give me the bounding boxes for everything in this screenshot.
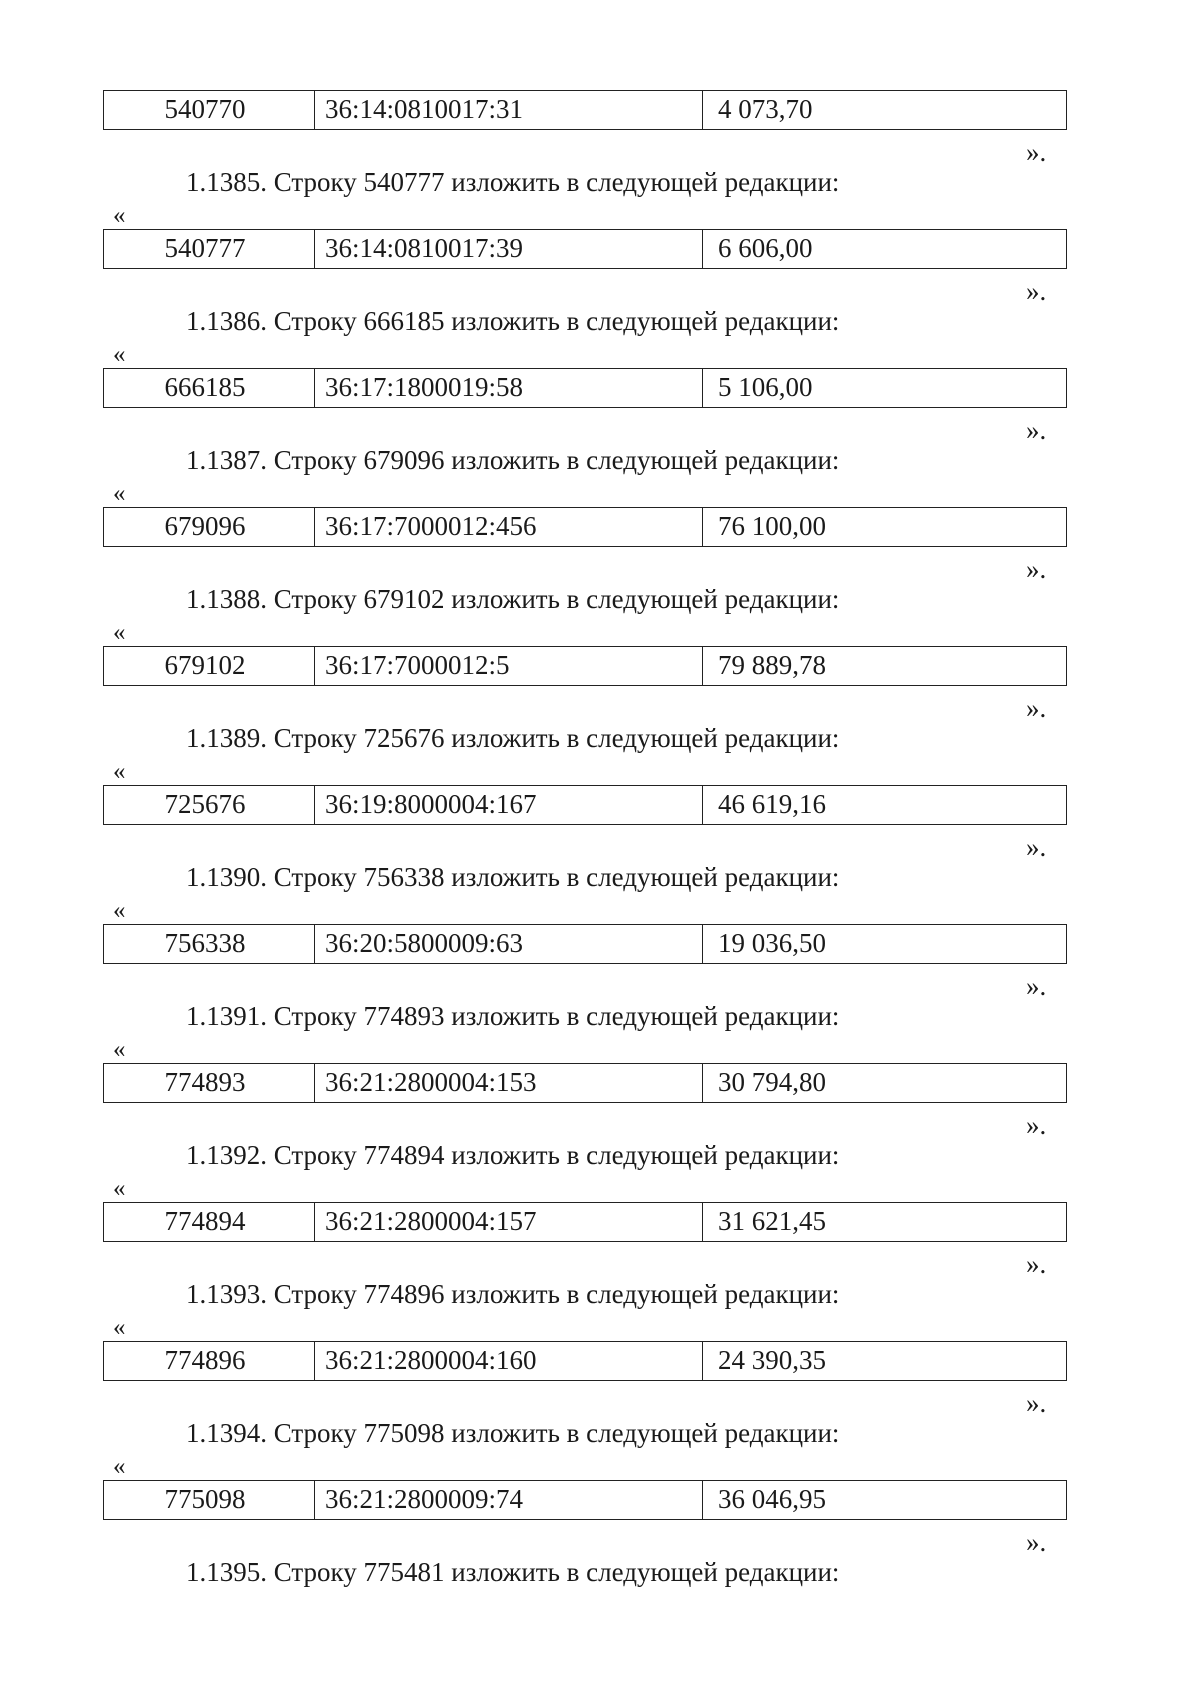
open-quote: « — [113, 758, 126, 785]
open-quote: « — [113, 1175, 126, 1202]
cadastral-number: 36:17:7000012:5 — [315, 647, 703, 685]
cadastral-number: 36:21:2800004:160 — [315, 1342, 703, 1380]
close-quote: ». — [1026, 415, 1047, 445]
row-number: 540770 — [104, 91, 315, 129]
amendment-instruction: 1.1385. Строку 540777 изложить в следующей редакции: — [186, 167, 840, 197]
cadastral-number: 36:20:5800009:63 — [315, 925, 703, 963]
row-number: 679102 — [104, 647, 315, 685]
close-quote: ». — [1026, 1110, 1047, 1140]
row-value: 30 794,80 — [718, 1067, 826, 1097]
table-row — [103, 646, 1067, 686]
open-quote: « — [113, 341, 126, 368]
table-row — [103, 1063, 1067, 1103]
amendment-instruction: 1.1394. Строку 775098 изложить в следующей редакции: — [186, 1418, 840, 1448]
amendment-instruction: 1.1389. Строку 725676 изложить в следующей редакции: — [186, 723, 840, 753]
row-value: 24 390,35 — [718, 1345, 826, 1375]
close-quote: ». — [1026, 1249, 1047, 1279]
close-quote: ». — [1026, 276, 1047, 306]
open-quote: « — [113, 202, 126, 229]
amendment-instruction: 1.1388. Строку 679102 изложить в следующей редакции: — [186, 584, 840, 614]
table-row — [103, 924, 1067, 964]
amendment-instruction: 1.1392. Строку 774894 изложить в следующей редакции: — [186, 1140, 840, 1170]
amendment-instruction: 1.1387. Строку 679096 изложить в следующей редакции: — [186, 445, 840, 475]
close-quote: ». — [1026, 1388, 1047, 1418]
amendment-instruction: 1.1391. Строку 774893 изложить в следующей редакции: — [186, 1001, 840, 1031]
cadastral-number: 36:17:7000012:456 — [315, 508, 703, 546]
row-value: 6 606,00 — [718, 233, 813, 263]
row-value: 36 046,95 — [718, 1484, 826, 1514]
row-number: 725676 — [104, 786, 315, 824]
row-value: 31 621,45 — [718, 1206, 826, 1236]
table-row — [103, 90, 1067, 130]
row-value: 46 619,16 — [718, 789, 826, 819]
open-quote: « — [113, 480, 126, 507]
close-quote: ». — [1026, 693, 1047, 723]
cadastral-number: 36:14:0810017:31 — [315, 91, 703, 129]
open-quote: « — [113, 1314, 126, 1341]
table-row — [103, 368, 1067, 408]
row-value: 76 100,00 — [718, 511, 826, 541]
close-quote: ». — [1026, 971, 1047, 1001]
open-quote: « — [113, 897, 126, 924]
close-quote: ». — [1026, 832, 1047, 862]
table-row — [103, 1480, 1067, 1520]
row-number: 540777 — [104, 230, 315, 268]
row-number: 774896 — [104, 1342, 315, 1380]
cadastral-number: 36:14:0810017:39 — [315, 230, 703, 268]
close-quote: ». — [1026, 137, 1047, 167]
amendment-instruction: 1.1386. Строку 666185 изложить в следующей редакции: — [186, 306, 840, 336]
table-row — [103, 785, 1067, 825]
close-quote: ». — [1026, 554, 1047, 584]
open-quote: « — [113, 619, 126, 646]
table-row — [103, 1341, 1067, 1381]
row-number: 756338 — [104, 925, 315, 963]
table-row — [103, 507, 1067, 547]
close-quote: ». — [1026, 1527, 1047, 1557]
row-number: 666185 — [104, 369, 315, 407]
open-quote: « — [113, 1453, 126, 1480]
amendment-instruction: 1.1390. Строку 756338 изложить в следующей редакции: — [186, 862, 840, 892]
cadastral-number: 36:19:8000004:167 — [315, 786, 703, 824]
cadastral-number: 36:17:1800019:58 — [315, 369, 703, 407]
cadastral-number: 36:21:2800004:157 — [315, 1203, 703, 1241]
table-row — [103, 1202, 1067, 1242]
row-number: 774893 — [104, 1064, 315, 1102]
cadastral-number: 36:21:2800009:74 — [315, 1481, 703, 1519]
row-number: 774894 — [104, 1203, 315, 1241]
row-number: 775098 — [104, 1481, 315, 1519]
row-value: 4 073,70 — [718, 94, 813, 124]
row-value: 5 106,00 — [718, 372, 813, 402]
row-number: 679096 — [104, 508, 315, 546]
cadastral-number: 36:21:2800004:153 — [315, 1064, 703, 1102]
row-value: 19 036,50 — [718, 928, 826, 958]
table-row — [103, 229, 1067, 269]
amendment-instruction: 1.1395. Строку 775481 изложить в следующей редакции: — [186, 1557, 840, 1587]
open-quote: « — [113, 1036, 126, 1063]
amendment-instruction: 1.1393. Строку 774896 изложить в следующей редакции: — [186, 1279, 840, 1309]
row-value: 79 889,78 — [718, 650, 826, 680]
